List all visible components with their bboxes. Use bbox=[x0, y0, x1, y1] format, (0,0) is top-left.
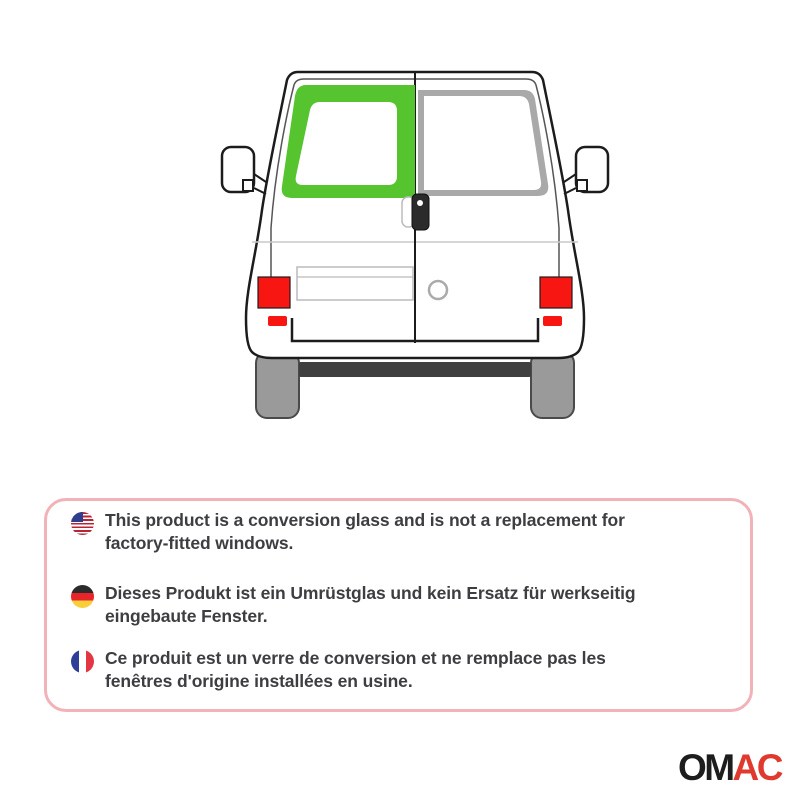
notice-text-french bbox=[105, 647, 606, 693]
mirror-left bbox=[222, 147, 266, 194]
omac-logo-red-part: AC bbox=[732, 747, 781, 788]
taillight-right bbox=[540, 277, 572, 308]
taillight-left bbox=[258, 277, 290, 308]
license-plate-frame bbox=[297, 267, 413, 300]
omac-logo-black-part: OM bbox=[677, 747, 733, 788]
keyhole-dot bbox=[417, 200, 423, 206]
wheel-right bbox=[531, 352, 574, 418]
notice-german-line2: eingebaute Fenster. bbox=[105, 606, 268, 626]
reflector-left bbox=[268, 316, 287, 326]
notice-row-german bbox=[71, 582, 635, 628]
wheel-left bbox=[256, 352, 299, 418]
bumper-bar bbox=[299, 362, 531, 377]
germany-flag-icon bbox=[71, 585, 94, 608]
notice-french-line2: fenêtres d'origine installées en usine. bbox=[105, 671, 413, 691]
door-handle bbox=[402, 194, 429, 230]
lock-cylinder bbox=[429, 281, 447, 299]
reflector-right bbox=[543, 316, 562, 326]
mirror-right bbox=[564, 147, 608, 194]
notice-row-english bbox=[71, 509, 625, 555]
handle-grip bbox=[412, 194, 429, 230]
window-glass-left bbox=[296, 102, 397, 185]
france-flag-icon bbox=[71, 650, 94, 673]
wheels bbox=[256, 352, 574, 418]
license-plate-recess bbox=[297, 267, 413, 300]
factory-window-right bbox=[418, 90, 548, 196]
notice-german-line1: Dieses Produkt ist ein Umrüstglas und kein Ersatz für werkseitig bbox=[105, 583, 636, 603]
notice-box bbox=[44, 498, 753, 712]
window-glass-right bbox=[424, 96, 541, 190]
notice-row-french bbox=[71, 647, 606, 693]
notice-text-german bbox=[105, 582, 635, 628]
highlighted-window-left bbox=[282, 85, 415, 198]
notice-english-line1: This product is a conversion glass and is not a replacement for bbox=[105, 510, 625, 530]
usa-flag-icon bbox=[71, 512, 94, 535]
notice-english-line2: factory-fitted windows. bbox=[105, 533, 294, 553]
mirror-left-notch bbox=[243, 180, 253, 191]
omac-logo bbox=[678, 748, 781, 788]
notice-text-english bbox=[105, 509, 625, 555]
mirror-right-notch bbox=[577, 180, 587, 191]
notice-french-line1: Ce produit est un verre de conversion et ne remplace pas les bbox=[105, 648, 606, 668]
